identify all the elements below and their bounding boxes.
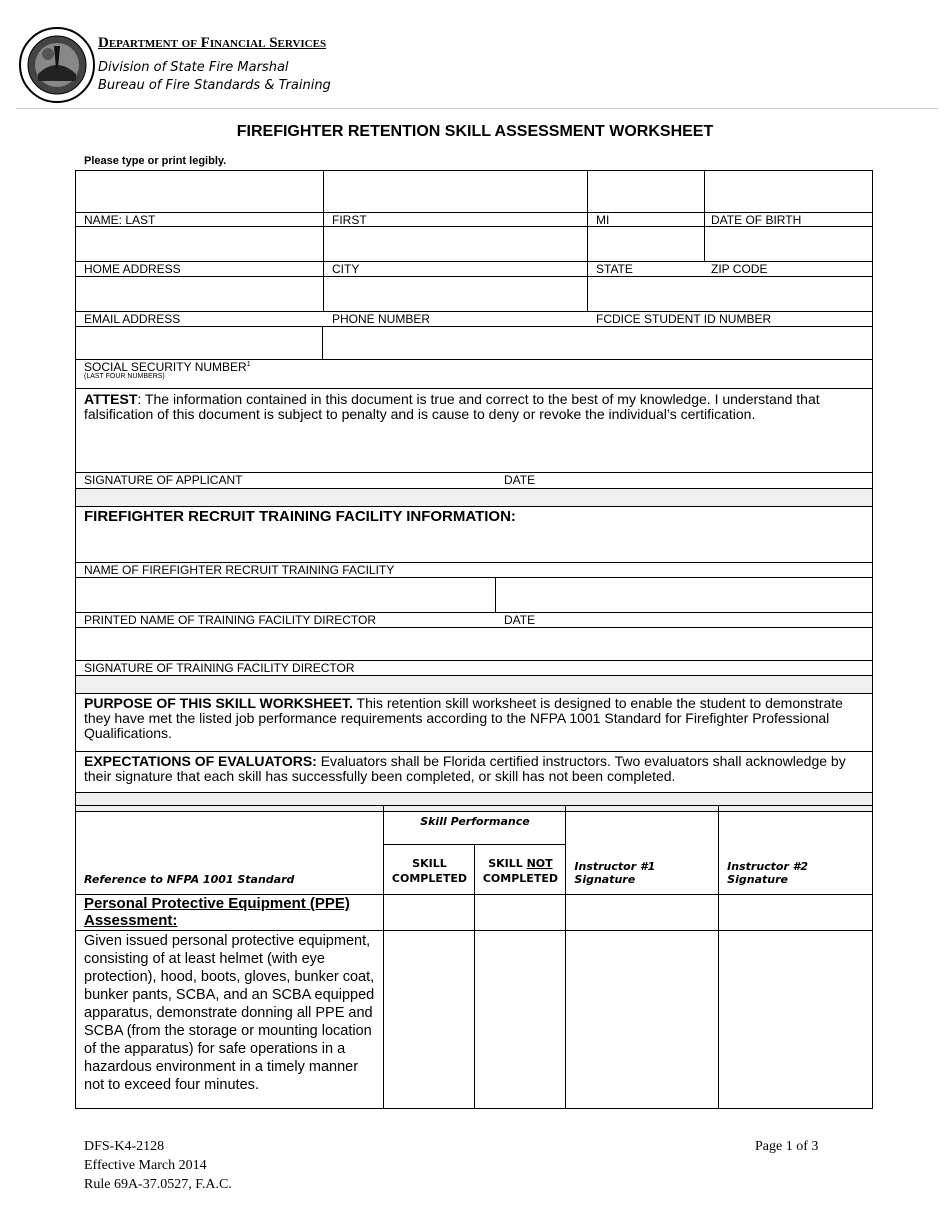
ssn-field[interactable] — [76, 327, 322, 359]
skill-completed-header: SKILL COMPLETED — [384, 845, 475, 895]
ppe-title-instructor1-cell[interactable] — [566, 895, 719, 931]
spacer-row-2 — [75, 676, 873, 694]
director-date-field[interactable] — [495, 578, 872, 612]
effective-date: Effective March 2014 — [84, 1158, 207, 1173]
ssn-row — [75, 327, 873, 389]
ssn-note: (LAST FOUR NUMBERS) — [84, 373, 165, 380]
ppe-title-not-completed-cell[interactable] — [475, 895, 566, 931]
mi-label: MI — [596, 213, 610, 227]
purpose-text: PURPOSE OF THIS SKILL WORKSHEET. This retention skill worksheet is designed to enable the student to demonstrate they have met the listed job performance requirements according to the NFPA 1001 Standard for Firefighter Professional Qualifications. — [84, 695, 843, 741]
facility-name-label: NAME OF FIREFIGHTER RECRUIT TRAINING FACILITY — [84, 563, 395, 577]
address-row — [75, 227, 873, 277]
header-divider — [16, 108, 938, 109]
state-seal-logo — [18, 26, 96, 104]
instructor1-header: Instructor #1 Signature — [566, 806, 719, 895]
director-signature-row[interactable] — [75, 628, 873, 676]
rule-reference: Rule 69A-37.0527, F.A.C. — [84, 1177, 232, 1192]
email-label: EMAIL ADDRESS — [84, 312, 181, 326]
contact-row — [75, 277, 873, 327]
purpose-section — [75, 694, 873, 752]
zip-label: ZIP CODE — [711, 262, 768, 276]
first-name-label: FIRST — [332, 213, 367, 227]
phone-field[interactable] — [323, 277, 587, 311]
form-number: DFS-K4-2128 — [84, 1139, 165, 1154]
performance-header: Skill Performance — [384, 806, 566, 845]
attest-text: ATTEST: The information contained in this document is true and correct to the best of my knowledge. I understand that falsification of this document is subject to penalty and is cause to deny or revoke the individual’s certification. — [84, 391, 820, 422]
ssn-label: SOCIAL SECURITY NUMBER$^1$ — [84, 360, 251, 374]
facility-name-row — [75, 563, 873, 578]
ppe-title-completed-cell[interactable] — [384, 895, 475, 931]
director-row — [75, 578, 873, 628]
director-name-field[interactable] — [76, 578, 495, 612]
applicant-signature-label: SIGNATURE OF APPLICANT — [84, 473, 243, 487]
ppe-completed-checkbox[interactable] — [384, 931, 475, 1109]
name-row — [75, 170, 873, 227]
ppe-section-title: Personal Protective Equipment (PPE) Assessment: — [76, 895, 384, 931]
last-name-label: NAME: LAST — [84, 213, 156, 227]
division-name: Division of State Fire Marshal — [98, 60, 289, 75]
state-label: STATE — [596, 262, 633, 276]
ppe-title-instructor2-cell[interactable] — [719, 895, 873, 931]
skill-not-completed-header: SKILL NOT COMPLETED — [475, 845, 566, 895]
reference-header: Reference to NFPA 1001 Standard — [76, 806, 384, 895]
spacer-row — [75, 489, 873, 507]
skill-table — [75, 805, 873, 1109]
ppe-instructor1-signature[interactable] — [566, 931, 719, 1109]
ppe-not-completed-checkbox[interactable] — [475, 931, 566, 1109]
home-address-label: HOME ADDRESS — [84, 262, 181, 276]
applicant-date-label: DATE — [504, 473, 536, 487]
page-title: FIREFIGHTER RETENTION SKILL ASSESSMENT WORKSHEET — [236, 123, 714, 140]
bureau-name: Bureau of Fire Standards & Training — [98, 78, 331, 93]
applicant-form — [75, 170, 873, 812]
instructor2-header: Instructor #2 Signature — [719, 806, 873, 895]
facility-heading: FIREFIGHTER RECRUIT TRAINING FACILITY INFORMATION: — [84, 508, 516, 525]
ppe-description: Given issued personal protective equipment, consisting of at least helmet (with eye protection), hood, boots, gloves, bunker coat, bunker pants, SCBA, and an SCBA equipped apparatus, demonstrate donning all PPE and SCBA (from the storage or mounting location of the apparatus) for safe operations in a hazardous environment in a timely manner not to exceed four minutes. — [76, 931, 384, 1109]
page-number: Page 1 of 3 — [755, 1139, 819, 1154]
city-field[interactable] — [323, 227, 587, 276]
instructions-note: Please type or print legibly. — [84, 155, 227, 167]
ssn-blank-cell — [322, 327, 872, 359]
phone-label: PHONE NUMBER — [332, 312, 431, 326]
director-name-label: PRINTED NAME OF TRAINING FACILITY DIRECTOR — [84, 613, 377, 627]
zip-field[interactable] — [704, 227, 872, 261]
city-label: CITY — [332, 262, 360, 276]
attest-section — [75, 389, 873, 473]
footer-form-info — [84, 1137, 232, 1194]
dob-label: DATE OF BIRTH — [711, 213, 802, 227]
fcdice-id-field[interactable] — [587, 277, 872, 311]
director-date-label: DATE — [504, 613, 536, 627]
director-signature-label: SIGNATURE OF TRAINING FACILITY DIRECTOR — [84, 661, 355, 675]
fcdice-id-label: FCDICE STUDENT ID NUMBER — [596, 312, 772, 326]
facility-heading-section[interactable] — [75, 507, 873, 563]
ppe-instructor2-signature[interactable] — [719, 931, 873, 1109]
expectations-section — [75, 752, 873, 793]
expectations-text: EXPECTATIONS OF EVALUATORS: Evaluators shall be Florida certified instructors. Two evaluators shall acknowledge by their signature that each skill has successfully been completed, or skill has not been completed. — [84, 753, 846, 784]
department-name: Department of Financial Services — [98, 35, 327, 51]
applicant-signature-row[interactable] — [75, 473, 873, 489]
